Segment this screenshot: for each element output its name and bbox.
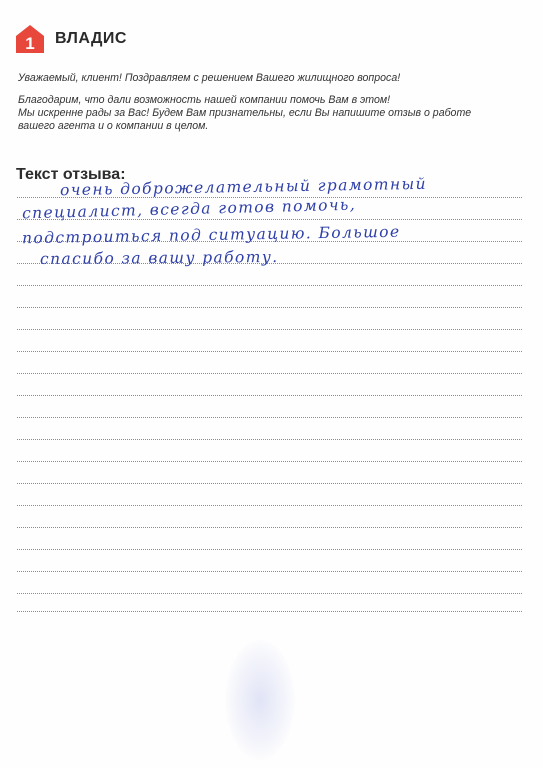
- ink-smudge: [225, 640, 295, 760]
- thanks-text-line-2: Мы искренне рады за Вас! Будем Вам признательны, если Вы напишите отзыв о работе: [18, 107, 472, 119]
- greeting-text: Уважаемый, клиент! Поздравляем с решением Вашего жилищного вопроса!: [18, 72, 401, 84]
- thanks-text-line-3: вашего агента и о компании в целом.: [18, 120, 209, 132]
- handwritten-line-2: специалист, всегда готов помочь,: [21, 195, 357, 223]
- handwritten-line-4: спасибо за вашу работу.: [39, 247, 279, 269]
- review-heading: Текст отзыва:: [16, 166, 126, 183]
- brand-name: ВЛАДИС: [55, 30, 127, 47]
- thanks-text-line-1: Благодарим, что дали возможность нашей компании помочь Вам в этом!: [18, 94, 391, 106]
- handwritten-line-3: подстроиться под ситуацию. Большое: [21, 222, 401, 248]
- handwritten-line-1: очень доброжелательный грамотный: [59, 174, 428, 200]
- logo-digit: 1: [25, 34, 35, 53]
